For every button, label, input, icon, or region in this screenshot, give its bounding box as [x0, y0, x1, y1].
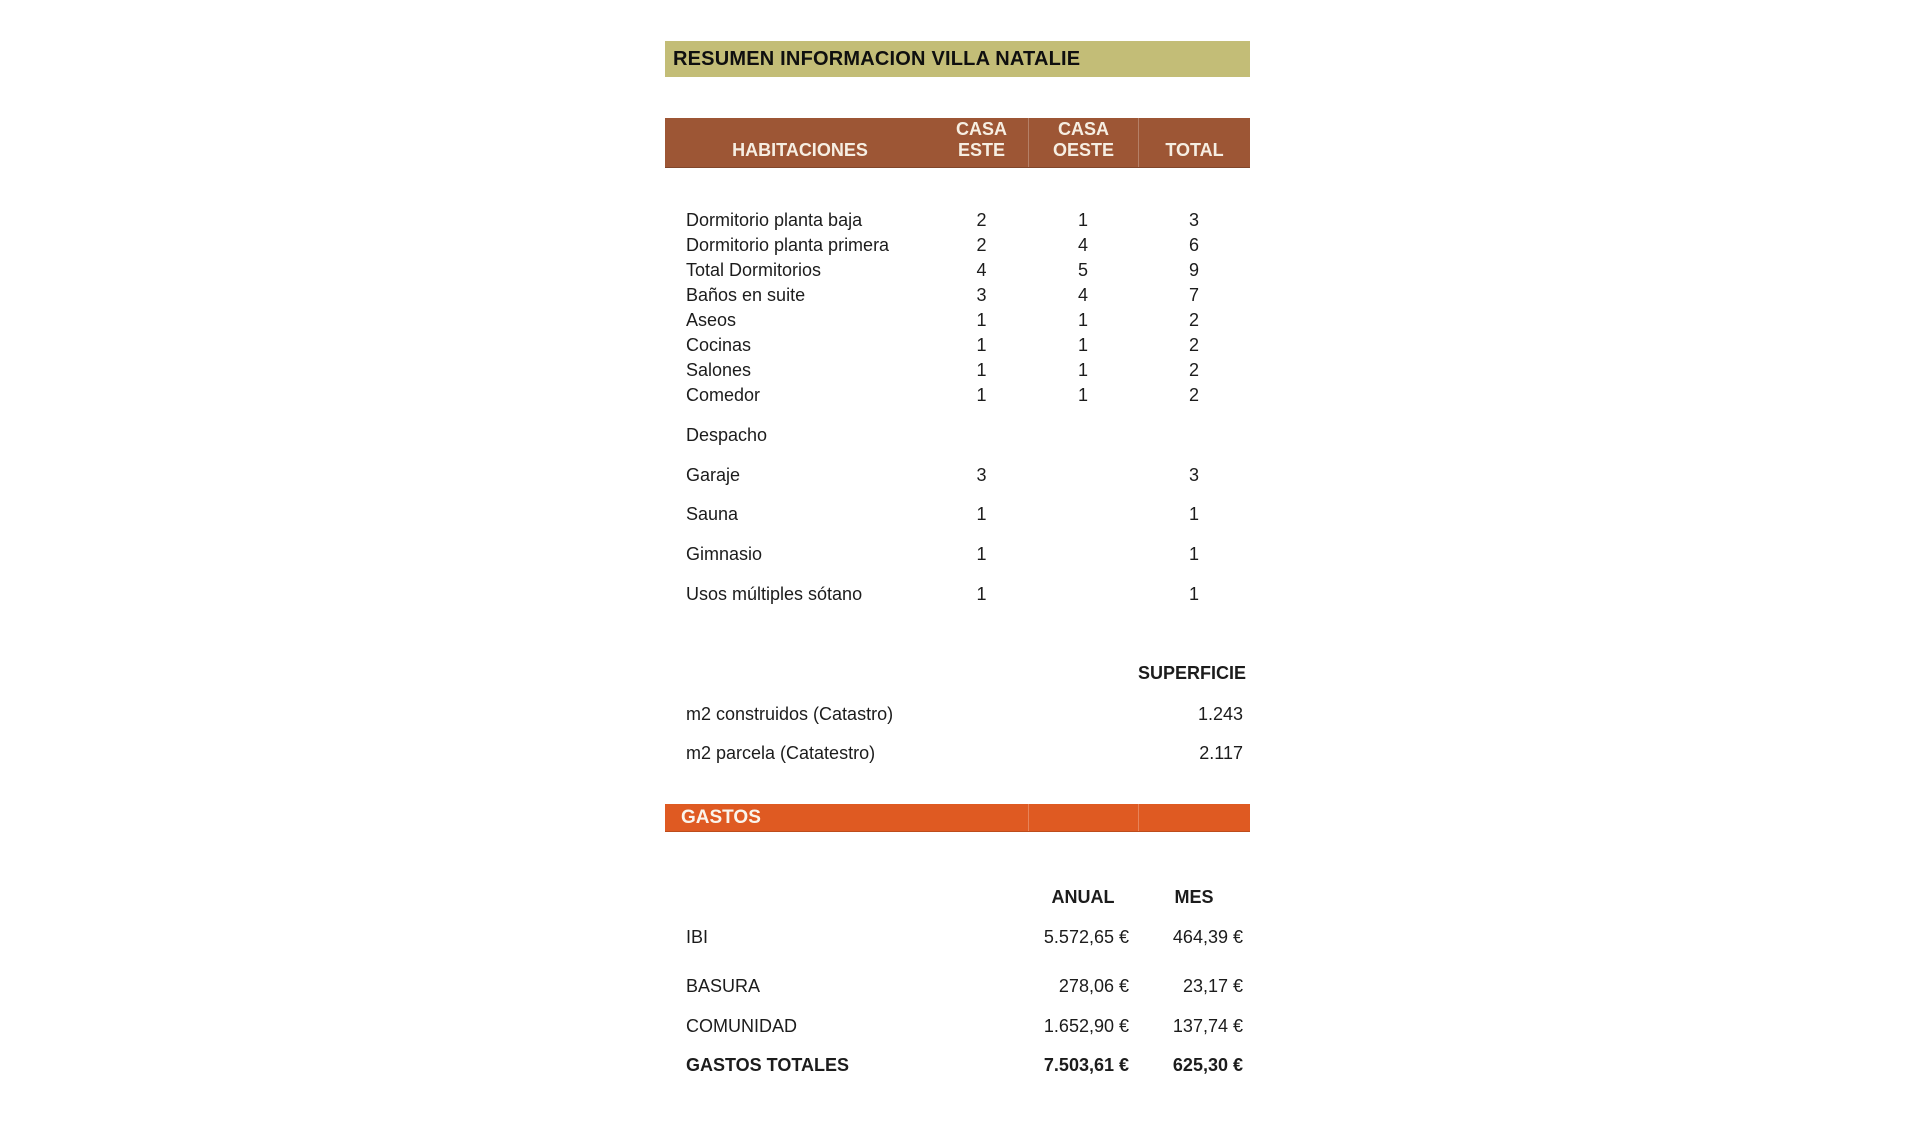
- casa-oeste-value: [1028, 502, 1138, 526]
- room-label: Salones: [686, 360, 752, 380]
- casa-oeste-value: 1: [1077, 310, 1088, 330]
- table-row: [665, 702, 1250, 727]
- superficie-header-row: [665, 661, 1250, 686]
- table-row: [665, 333, 1250, 358]
- rooms-table-body: [665, 208, 1250, 408]
- total-value: [1138, 423, 1250, 447]
- casa-este-value: 3: [976, 465, 987, 485]
- table-row: [665, 974, 1250, 999]
- casa-oeste-value: 1: [1077, 210, 1088, 230]
- gastos-bar-cell: [1138, 804, 1250, 831]
- casa-este-value: 1: [976, 504, 987, 524]
- total-value: 2: [1188, 310, 1199, 330]
- room-label: Gimnasio: [686, 544, 763, 564]
- table-row: [665, 1014, 1250, 1039]
- room-label: Total Dormitorios: [686, 260, 822, 280]
- superficie-label: m2 construidos (Catastro): [686, 704, 894, 724]
- table-row: [665, 233, 1250, 258]
- superficie-value: 1.243: [1197, 704, 1243, 724]
- table-row: [665, 383, 1250, 408]
- total-value: 7: [1188, 285, 1199, 305]
- rooms-table-header: [665, 118, 1250, 168]
- column-header-mes: MES: [1174, 887, 1214, 907]
- gasto-label: IBI: [686, 927, 709, 947]
- table-row: [665, 423, 1250, 447]
- total-value: 3: [1188, 465, 1199, 485]
- table-row: [665, 502, 1250, 526]
- table-row: [665, 463, 1250, 487]
- table-row-totals: [665, 1053, 1250, 1078]
- gasto-label: GASTOS TOTALES: [686, 1055, 850, 1075]
- total-value: 6: [1188, 235, 1199, 255]
- title-bar: [665, 41, 1250, 77]
- gasto-anual-value: 1.652,90 €: [1043, 1016, 1129, 1036]
- gastos-bar-cell: [1028, 804, 1138, 831]
- casa-oeste-value: [1028, 423, 1138, 447]
- gastos-section-title: GASTOS: [681, 806, 761, 828]
- room-label: Dormitorio planta baja: [686, 210, 863, 230]
- room-label: Garaje: [686, 465, 741, 485]
- column-header-total: TOTAL: [1138, 118, 1250, 167]
- gastos-section-bar: [665, 804, 1250, 832]
- casa-este-value: 4: [976, 260, 987, 280]
- casa-oeste-value: 1: [1077, 385, 1088, 405]
- casa-este-value: 1: [976, 360, 987, 380]
- room-label: Sauna: [686, 504, 739, 524]
- column-header-habitaciones: HABITACIONES: [732, 140, 868, 160]
- gasto-mes-value: 23,17 €: [1182, 976, 1243, 996]
- room-label: Comedor: [686, 385, 761, 405]
- gasto-label: BASURA: [686, 976, 761, 996]
- table-row: [665, 358, 1250, 383]
- room-label: Cocinas: [686, 335, 752, 355]
- gasto-mes-value: 137,74 €: [1172, 1016, 1243, 1036]
- gasto-mes-value: 625,30 €: [1172, 1055, 1243, 1075]
- column-header-casa-oeste: CASA OESTE: [1028, 118, 1138, 167]
- table-row: [665, 283, 1250, 308]
- total-value: 9: [1188, 260, 1199, 280]
- casa-oeste-value: 4: [1077, 235, 1088, 255]
- total-value: 1: [1188, 544, 1199, 564]
- casa-oeste-value: [1028, 582, 1138, 606]
- page-title: RESUMEN INFORMACION VILLA NATALIE: [673, 47, 1081, 70]
- room-label: Baños en suite: [686, 285, 806, 305]
- casa-este-value: 2: [976, 210, 987, 230]
- casa-este-value: 2: [976, 235, 987, 255]
- casa-oeste-value: 5: [1077, 260, 1088, 280]
- casa-oeste-value: [1028, 542, 1138, 566]
- casa-este-value: 1: [976, 335, 987, 355]
- gasto-mes-value: 464,39 €: [1172, 927, 1243, 947]
- total-value: 1: [1188, 584, 1199, 604]
- casa-oeste-value: 1: [1077, 335, 1088, 355]
- casa-este-value: 1: [976, 584, 987, 604]
- superficie-value: 2.117: [1199, 743, 1243, 763]
- table-row: [665, 542, 1250, 566]
- column-header-anual: ANUAL: [1051, 887, 1115, 907]
- table-row: [665, 208, 1250, 233]
- room-label: Despacho: [686, 425, 768, 445]
- total-value: 2: [1188, 335, 1199, 355]
- total-value: 1: [1188, 504, 1199, 524]
- superficie-label: m2 parcela (Catatestro): [686, 743, 876, 763]
- casa-este-value: 1: [976, 385, 987, 405]
- gasto-anual-value: 5.572,65 €: [1043, 927, 1129, 947]
- casa-este-value: 1: [976, 310, 987, 330]
- total-value: 2: [1188, 385, 1199, 405]
- table-row: [665, 741, 1250, 766]
- casa-este-value: 3: [976, 285, 987, 305]
- gasto-anual-value: 278,06 €: [1058, 976, 1129, 996]
- casa-oeste-value: 1: [1077, 360, 1088, 380]
- table-row: [665, 308, 1250, 333]
- casa-este-value: [935, 423, 1028, 447]
- casa-este-value: 1: [976, 544, 987, 564]
- casa-oeste-value: 4: [1077, 285, 1088, 305]
- gastos-columns-row: [665, 885, 1250, 910]
- table-row: [665, 582, 1250, 606]
- superficie-header: SUPERFICIE: [1138, 663, 1247, 683]
- gasto-anual-value: 7.503,61 €: [1043, 1055, 1129, 1075]
- casa-oeste-value: [1028, 463, 1138, 487]
- total-value: 3: [1188, 210, 1199, 230]
- summary-sheet: [665, 0, 1250, 1140]
- table-row: [665, 925, 1250, 950]
- column-header-casa-este: CASA ESTE: [955, 119, 1007, 160]
- total-value: 2: [1188, 360, 1199, 380]
- gasto-label: COMUNIDAD: [686, 1016, 797, 1036]
- room-label: Dormitorio planta primera: [686, 235, 890, 255]
- room-label: Usos múltiples sótano: [686, 584, 863, 604]
- room-label: Aseos: [686, 310, 737, 330]
- table-row: [665, 258, 1250, 283]
